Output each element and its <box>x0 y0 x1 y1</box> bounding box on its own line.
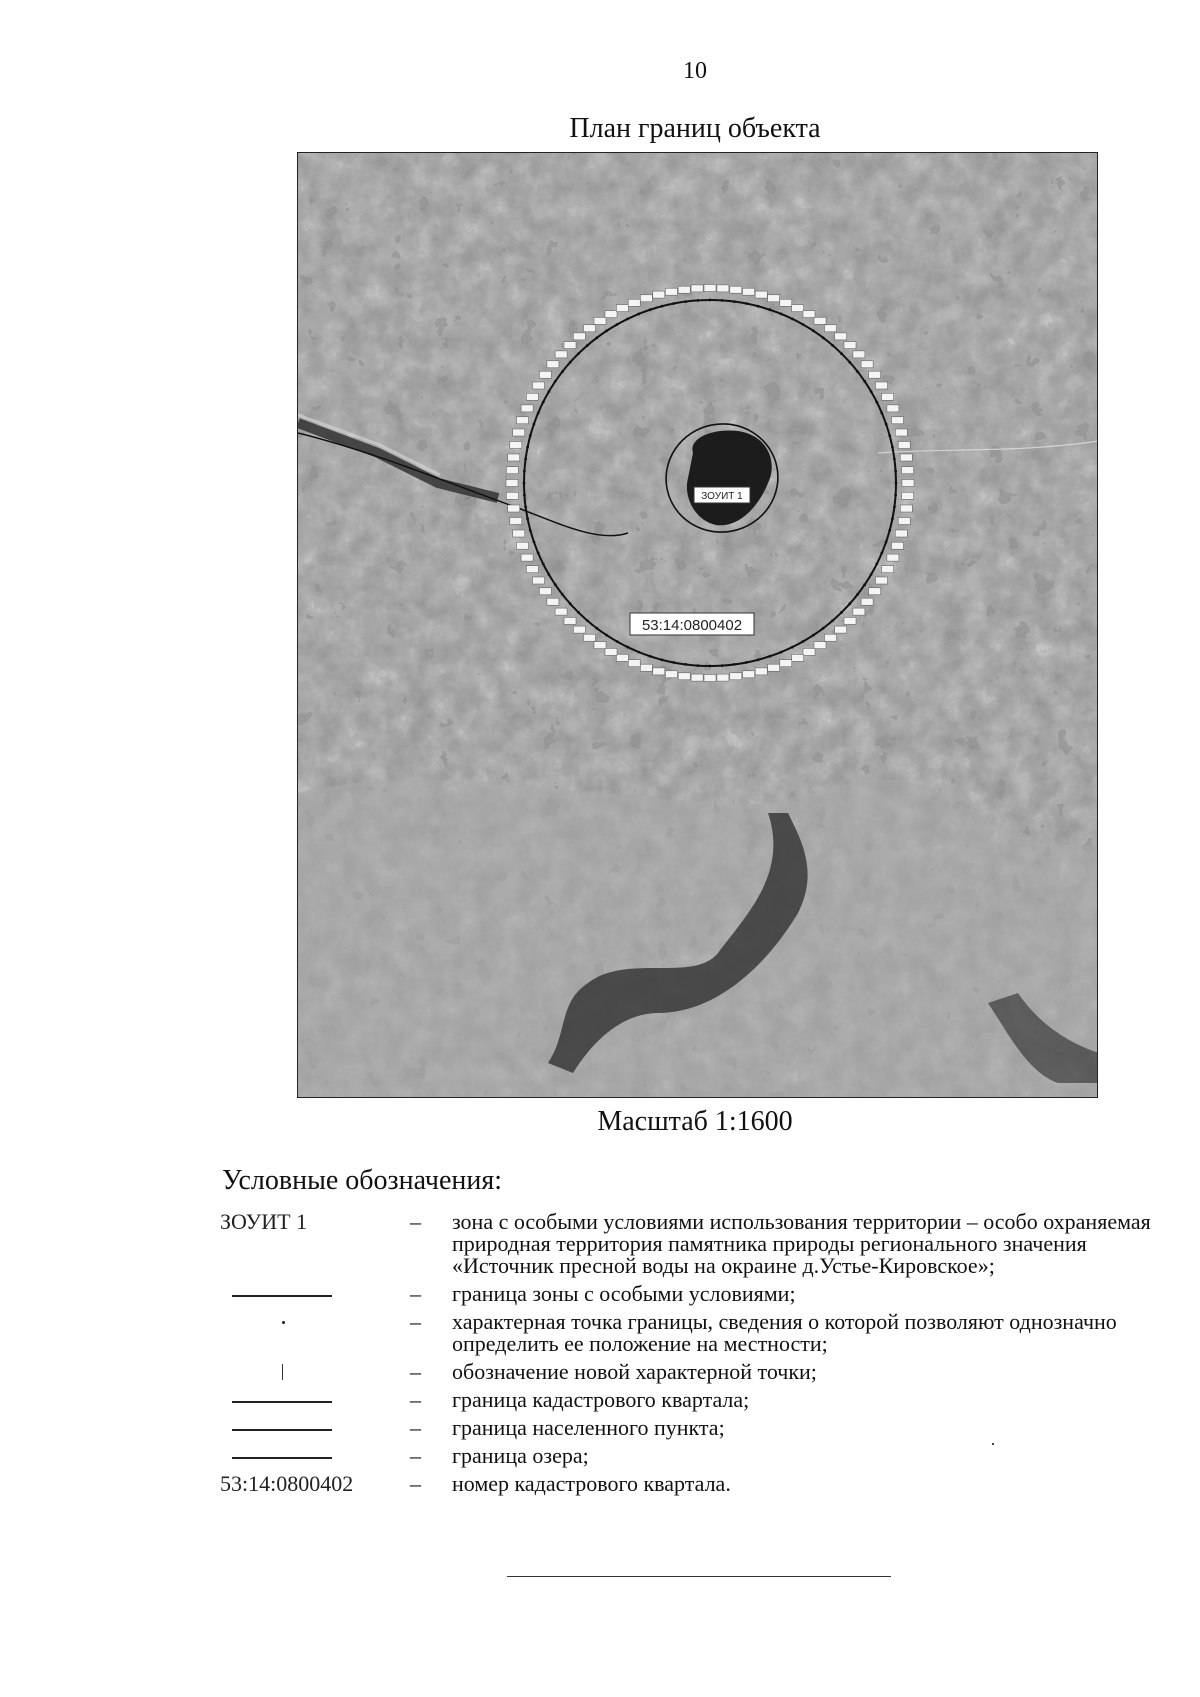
boundary-point <box>885 423 888 426</box>
boundary-point <box>880 552 883 555</box>
boundary-point <box>891 517 894 520</box>
legend-description: номер кадастрового квартала. <box>452 1471 731 1496</box>
boundary-point <box>569 602 572 605</box>
boundary-point <box>586 344 589 347</box>
quarter-label <box>630 613 754 635</box>
legend-description: обозначение новой характерной точки; <box>452 1359 817 1384</box>
boundary-point <box>661 305 664 308</box>
legend-dash: – <box>410 1209 421 1234</box>
legend-symbol-label <box>220 1211 410 1233</box>
boundary-point <box>709 299 712 302</box>
boundary-point <box>848 602 851 605</box>
legend-symbol-line <box>232 1429 332 1431</box>
boundary-point <box>812 329 815 332</box>
boundary-point <box>616 640 619 643</box>
boundary-point-tag <box>665 288 677 295</box>
legend-description: характерная точка границы, сведения о которой позволяют однозначно определить ее положение на местности; <box>452 1309 1117 1356</box>
boundary-point-tag <box>717 674 729 681</box>
boundary-point <box>554 583 557 586</box>
map-canvas <box>298 153 1098 1098</box>
boundary-point <box>733 300 736 303</box>
legend-symbol <box>220 1389 410 1411</box>
boundary-point-tag <box>743 288 755 295</box>
boundary-point-tag <box>594 317 606 324</box>
legend-symbol <box>220 1361 410 1383</box>
boundary-point-tag <box>547 361 559 368</box>
boundary-point <box>721 664 724 667</box>
legend-symbol-dot <box>282 1321 285 1324</box>
boundary-point-tag <box>892 417 904 424</box>
boundary-point <box>856 370 859 373</box>
legend-symbol-line <box>232 1295 332 1297</box>
boundary-point <box>537 552 540 555</box>
boundary-point-tag <box>526 393 538 400</box>
boundary-point <box>524 506 527 509</box>
boundary-point <box>768 655 771 658</box>
boundary-point-tag <box>835 333 847 340</box>
boundary-point <box>709 665 712 668</box>
boundary-point <box>626 318 629 321</box>
boundary-point <box>561 593 564 596</box>
boundary-point-tag <box>521 405 533 412</box>
legend-symbol-line <box>232 1401 332 1403</box>
legend-dash: – <box>410 1359 421 1384</box>
boundary-point <box>542 563 545 566</box>
boundary-point-tag <box>887 405 899 412</box>
boundary-point <box>626 646 629 649</box>
legend-description: граница зоны с особыми условиями; <box>452 1281 796 1306</box>
boundary-point <box>745 661 748 664</box>
legend-symbol <box>220 1417 410 1439</box>
zone-label <box>694 487 750 503</box>
boundary-point <box>895 482 898 485</box>
legend-symbol-line <box>232 1457 332 1459</box>
boundary-point <box>586 619 589 622</box>
boundary-point-tag <box>605 648 617 655</box>
boundary-point-tag <box>902 492 914 499</box>
map-scale: Масштаб 1:1600 <box>597 1106 793 1137</box>
boundary-point-tag <box>902 480 914 487</box>
boundary-point-tag <box>584 325 596 332</box>
boundary-point <box>524 458 527 461</box>
boundary-point-tag <box>640 664 652 671</box>
boundary-point-tag <box>861 361 873 368</box>
boundary-point-tag <box>869 371 881 378</box>
legend-dash: – <box>410 1387 421 1412</box>
boundary-point-tag <box>555 608 567 615</box>
boundary-point <box>533 540 536 543</box>
boundary-point <box>885 540 888 543</box>
boundary-point <box>661 658 664 661</box>
boundary-point-tag <box>526 566 538 573</box>
boundary-point-tag <box>628 660 640 667</box>
boundary-point-tag <box>555 351 567 358</box>
boundary-point-tag <box>521 554 533 561</box>
legend-description: зона с особыми условиями использования территории – особо охраняемая природная территория памятника природы регионального значения «Источник пресной воды на окраине д.Устье-Кировское»; <box>452 1209 1151 1278</box>
boundary-point <box>894 470 897 473</box>
boundary-point-tag <box>564 342 576 349</box>
boundary-point <box>537 412 540 415</box>
legend-item <box>220 1283 1180 1305</box>
boundary-point <box>577 352 580 355</box>
boundary-point-tag <box>508 454 520 461</box>
boundary-point <box>780 313 783 316</box>
boundary-point-tag <box>533 577 545 584</box>
boundary-point-tag <box>882 566 894 573</box>
boundary-point-tag <box>844 342 856 349</box>
boundary-point <box>684 300 687 303</box>
boundary-point-tag <box>882 393 894 400</box>
boundary-point <box>757 305 760 308</box>
aerial-map <box>297 152 1098 1098</box>
boundary-point <box>802 323 805 326</box>
boundary-point-tag <box>900 454 912 461</box>
boundary-point <box>780 651 783 654</box>
boundary-point <box>637 313 640 316</box>
boundary-point <box>616 323 619 326</box>
boundary-point <box>523 470 526 473</box>
boundary-point <box>891 446 894 449</box>
boundary-point-tag <box>506 467 518 474</box>
boundary-point-tag <box>539 371 551 378</box>
boundary-point <box>870 390 873 393</box>
legend-item <box>220 1211 1180 1277</box>
boundary-point <box>672 302 675 305</box>
boundary-point-tag <box>628 299 640 306</box>
boundary-point-tag <box>640 295 652 302</box>
legend-heading: Условные обозначения: <box>222 1165 503 1196</box>
boundary-point <box>533 423 536 426</box>
boundary-point <box>548 390 551 393</box>
boundary-point-tag <box>803 648 815 655</box>
boundary-point <box>523 482 526 485</box>
boundary-point <box>863 380 866 383</box>
boundary-point-tag <box>678 286 690 293</box>
boundary-point-tag <box>755 668 767 675</box>
boundary-point <box>542 401 545 404</box>
boundary-point <box>875 401 878 404</box>
boundary-point <box>880 412 883 415</box>
boundary-point <box>893 506 896 509</box>
boundary-point-tag <box>730 673 742 680</box>
boundary-point-tag <box>768 664 780 671</box>
boundary-point-tag <box>895 429 907 436</box>
page-number: 10 <box>683 58 707 84</box>
boundary-point-tag <box>892 542 904 549</box>
boundary-point <box>893 458 896 461</box>
boundary-point <box>733 663 736 666</box>
boundary-point <box>822 336 825 339</box>
boundary-point-tag <box>564 617 576 624</box>
boundary-point-tag <box>594 642 606 649</box>
boundary-point <box>768 308 771 311</box>
boundary-point-tag <box>547 598 559 605</box>
boundary-point <box>526 446 529 449</box>
boundary-point <box>802 640 805 643</box>
boundary-point-tag <box>653 291 665 298</box>
boundary-point-tag <box>513 429 525 436</box>
legend-item <box>220 1389 1180 1411</box>
boundary-point <box>577 611 580 614</box>
boundary-point <box>812 634 815 637</box>
boundary-point <box>840 611 843 614</box>
legend-item <box>220 1417 1180 1439</box>
boundary-point-tag <box>876 382 888 389</box>
legend-symbol <box>220 1311 410 1333</box>
legend-description: граница населенного пункта; <box>452 1415 725 1440</box>
boundary-point-tag <box>792 654 804 661</box>
boundary-point <box>831 619 834 622</box>
legend <box>220 1205 1180 1495</box>
legend-item <box>220 1361 1180 1383</box>
quarter-label-text: 53:14:0800402 <box>641 617 743 634</box>
boundary-point <box>595 336 598 339</box>
boundary-point <box>526 517 529 520</box>
boundary-point-tag <box>517 542 529 549</box>
boundary-point <box>554 380 557 383</box>
boundary-point <box>870 573 873 576</box>
boundary-point-tag <box>665 671 677 678</box>
boundary-point-tag <box>691 674 703 681</box>
boundary-point-tag <box>584 634 596 641</box>
boundary-point <box>791 318 794 321</box>
boundary-point-tag <box>616 305 628 312</box>
boundary-point-tag <box>869 588 881 595</box>
boundary-point-tag <box>825 325 837 332</box>
boundary-point-tag <box>508 505 520 512</box>
boundary-point-tag <box>743 671 755 678</box>
boundary-point-tag <box>539 588 551 595</box>
boundary-point <box>548 573 551 576</box>
boundary-point-tag <box>780 299 792 306</box>
legend-dash: – <box>410 1415 421 1440</box>
boundary-point-tag <box>704 675 716 682</box>
boundary-point <box>822 627 825 630</box>
boundary-point-tag <box>533 382 545 389</box>
boundary-point <box>745 302 748 305</box>
legend-description: граница кадастрового квартала; <box>452 1387 750 1412</box>
boundary-point <box>721 299 724 302</box>
boundary-point-tag <box>616 654 628 661</box>
boundary-point-tag <box>678 673 690 680</box>
boundary-point-tag <box>513 530 525 537</box>
boundary-point <box>888 529 891 532</box>
boundary-point-tag <box>517 417 529 424</box>
boundary-point <box>595 627 598 630</box>
legend-symbol-label <box>220 1473 410 1495</box>
boundary-point-tag <box>902 467 914 474</box>
boundary-point-tag <box>887 554 899 561</box>
boundary-point-tag <box>510 518 522 525</box>
boundary-point-tag <box>803 311 815 318</box>
boundary-point-tag <box>876 577 888 584</box>
legend-dash: – <box>410 1309 421 1334</box>
boundary-point-tag <box>900 505 912 512</box>
boundary-point-tag <box>506 480 518 487</box>
boundary-point <box>848 361 851 364</box>
boundary-point <box>649 655 652 658</box>
boundary-point-tag <box>506 492 518 499</box>
boundary-point <box>831 344 834 347</box>
boundary-point-tag <box>814 642 826 649</box>
plan-title: План границ объекта <box>569 113 821 144</box>
boundary-point <box>529 529 532 532</box>
boundary-point-tag <box>861 598 873 605</box>
bottom-rule <box>507 1576 891 1577</box>
boundary-point <box>529 434 532 437</box>
boundary-point-tag <box>825 634 837 641</box>
boundary-point <box>696 299 699 302</box>
boundary-point-tag <box>853 608 865 615</box>
legend-symbol-tick <box>282 1364 283 1380</box>
legend-dash: – <box>410 1443 421 1468</box>
boundary-point-tag <box>768 295 780 302</box>
boundary-point-tag <box>898 518 910 525</box>
legend-symbol <box>220 1283 410 1305</box>
boundary-point <box>696 664 699 667</box>
legend-symbol-text: 53:14:0800402 <box>220 1471 354 1496</box>
boundary-point <box>875 563 878 566</box>
boundary-point-tag <box>898 442 910 449</box>
boundary-point <box>569 361 572 364</box>
boundary-point <box>894 494 897 497</box>
boundary-point-tag <box>717 285 729 292</box>
boundary-point <box>605 634 608 637</box>
boundary-point-tag <box>573 626 585 633</box>
boundary-point-tag <box>605 311 617 318</box>
legend-item <box>220 1473 1180 1495</box>
boundary-point <box>863 583 866 586</box>
boundary-point-tag <box>691 285 703 292</box>
boundary-point-tag <box>895 530 907 537</box>
legend-symbol-text: ЗОУИТ 1 <box>220 1209 308 1234</box>
boundary-point <box>605 329 608 332</box>
boundary-point <box>791 646 794 649</box>
boundary-point <box>856 593 859 596</box>
boundary-point <box>672 661 675 664</box>
legend-dash: – <box>410 1281 421 1306</box>
boundary-point <box>757 658 760 661</box>
boundary-point-tag <box>653 668 665 675</box>
boundary-point <box>649 308 652 311</box>
boundary-point-tag <box>844 617 856 624</box>
boundary-point <box>523 494 526 497</box>
legend-symbol <box>220 1445 410 1467</box>
boundary-point <box>684 663 687 666</box>
boundary-point-tag <box>730 286 742 293</box>
scan-speck <box>992 1443 994 1445</box>
boundary-point <box>840 352 843 355</box>
boundary-point-tag <box>704 285 716 292</box>
boundary-point-tag <box>835 626 847 633</box>
boundary-point-tag <box>780 660 792 667</box>
boundary-point-tag <box>792 305 804 312</box>
boundary-point-tag <box>510 442 522 449</box>
boundary-point-tag <box>853 351 865 358</box>
legend-item <box>220 1445 1180 1467</box>
legend-description: граница озера; <box>452 1443 589 1468</box>
zone-label-text: ЗОУИТ 1 <box>701 491 743 502</box>
boundary-point <box>561 370 564 373</box>
boundary-point <box>888 434 891 437</box>
boundary-point-tag <box>573 333 585 340</box>
boundary-point-tag <box>814 317 826 324</box>
boundary-point-tag <box>755 291 767 298</box>
boundary-point <box>637 651 640 654</box>
legend-item <box>220 1311 1180 1355</box>
legend-dash: – <box>410 1471 421 1496</box>
